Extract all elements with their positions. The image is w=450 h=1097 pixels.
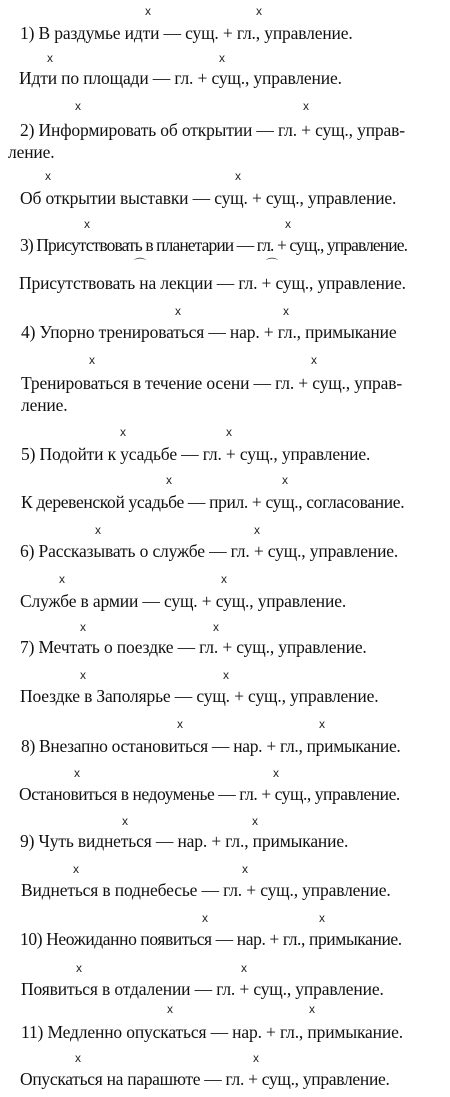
text-line: Остановиться в недоуменье — гл. + сущ., управление. xyxy=(19,784,400,804)
cross-mark: x xyxy=(219,51,225,65)
cross-mark: x xyxy=(221,572,227,586)
cross-mark: x xyxy=(59,572,65,586)
cross-mark: x xyxy=(242,862,248,876)
text-line: 7) Мечтать о поездке — гл. + сущ., управление. xyxy=(20,637,367,657)
text-line: Виднеться в поднебесье — гл. + сущ., управление. xyxy=(21,880,391,900)
cross-mark: x xyxy=(74,766,80,780)
text-line: Тренироваться в течение осени — гл. + сущ., управ- xyxy=(21,373,403,393)
cross-mark: x xyxy=(75,1051,81,1065)
text-line: 8) Внезапно остановиться — нар. + гл., примыкание. xyxy=(21,736,401,756)
cross-mark: x xyxy=(89,353,95,367)
cross-mark: x xyxy=(73,862,79,876)
cross-mark: x xyxy=(95,523,101,537)
text-line: Идти по площади — гл. + сущ., управление. xyxy=(19,68,342,88)
text-line: 11) Медленно опускаться — нар. + гл., примыкание. xyxy=(21,1022,403,1042)
cross-mark: x xyxy=(175,304,181,318)
cross-mark: x xyxy=(80,620,86,634)
text-line: ление. xyxy=(21,395,68,415)
text-line: Службе в армии — сущ. + сущ., управление. xyxy=(20,591,347,611)
arc-mark: ⌒ xyxy=(266,257,279,271)
cross-mark: x xyxy=(226,425,232,439)
cross-mark: x xyxy=(76,961,82,975)
cross-mark: x xyxy=(167,1002,173,1016)
cross-mark: x xyxy=(319,911,325,925)
cross-mark: x xyxy=(45,169,51,183)
cross-mark: x xyxy=(256,4,262,18)
cross-mark: x xyxy=(254,523,260,537)
cross-mark: x xyxy=(84,217,90,231)
cross-mark: x xyxy=(311,353,317,367)
cross-mark: x xyxy=(252,814,258,828)
text-line: 6) Рассказывать о службе — гл. + сущ., управление. xyxy=(20,541,399,561)
cross-mark: x xyxy=(273,766,279,780)
text-line: 2) Информировать об открытии — гл. + сущ., управ- xyxy=(20,120,405,140)
cross-mark: x xyxy=(213,620,219,634)
text-line: К деревенской усадьбе — прил. + сущ., согласование. xyxy=(21,492,405,512)
text-line: Присутствовать на лекции — гл. + сущ., управление. xyxy=(19,273,406,293)
cross-mark: x xyxy=(145,4,151,18)
cross-mark: x xyxy=(80,668,86,682)
text-line: 1) В раздумье идти — сущ. + гл., управление. xyxy=(20,23,353,43)
cross-mark: x xyxy=(75,99,81,113)
text-line: Об открытии выставки — сущ. + сущ., управление. xyxy=(20,188,397,208)
cross-mark: x xyxy=(253,1051,259,1065)
cross-mark: x xyxy=(120,425,126,439)
cross-mark: x xyxy=(282,473,288,487)
cross-mark: x xyxy=(285,217,291,231)
text-line: Появиться в отдалении — гл. + сущ., управление. xyxy=(21,979,384,999)
cross-mark: x xyxy=(47,51,53,65)
cross-mark: x xyxy=(241,961,247,975)
text-line: 9) Чуть виднеться — нар. + гл., примыкание. xyxy=(20,831,349,851)
text-line: 10) Неожиданно появиться — нар. + гл., примыкание. xyxy=(20,929,402,949)
text-line: Опускаться на парашюте — гл. + сущ., управление. xyxy=(20,1069,390,1089)
text-line: 5) Подойти к усадьбе — гл. + сущ., управление. xyxy=(21,444,371,464)
text-line: 3) Присутствовать в планетарии — гл. + сущ., управление. xyxy=(20,235,408,255)
arc-mark: ⌒ xyxy=(134,257,147,271)
text-line: 4) Упорно тренироваться — нар. + гл., примыкание xyxy=(21,322,397,342)
cross-mark: x xyxy=(319,717,325,731)
cross-mark: x xyxy=(235,169,241,183)
cross-mark: x xyxy=(223,668,229,682)
text-line: Поездке в Заполярье — сущ. + сущ., управление. xyxy=(20,686,379,706)
cross-mark: x xyxy=(309,1002,315,1016)
cross-mark: x xyxy=(166,473,172,487)
cross-mark: x xyxy=(202,911,208,925)
cross-mark: x xyxy=(283,304,289,318)
text-line: ление. xyxy=(8,142,55,162)
cross-mark: x xyxy=(303,99,309,113)
cross-mark: x xyxy=(177,717,183,731)
cross-mark: x xyxy=(122,814,128,828)
